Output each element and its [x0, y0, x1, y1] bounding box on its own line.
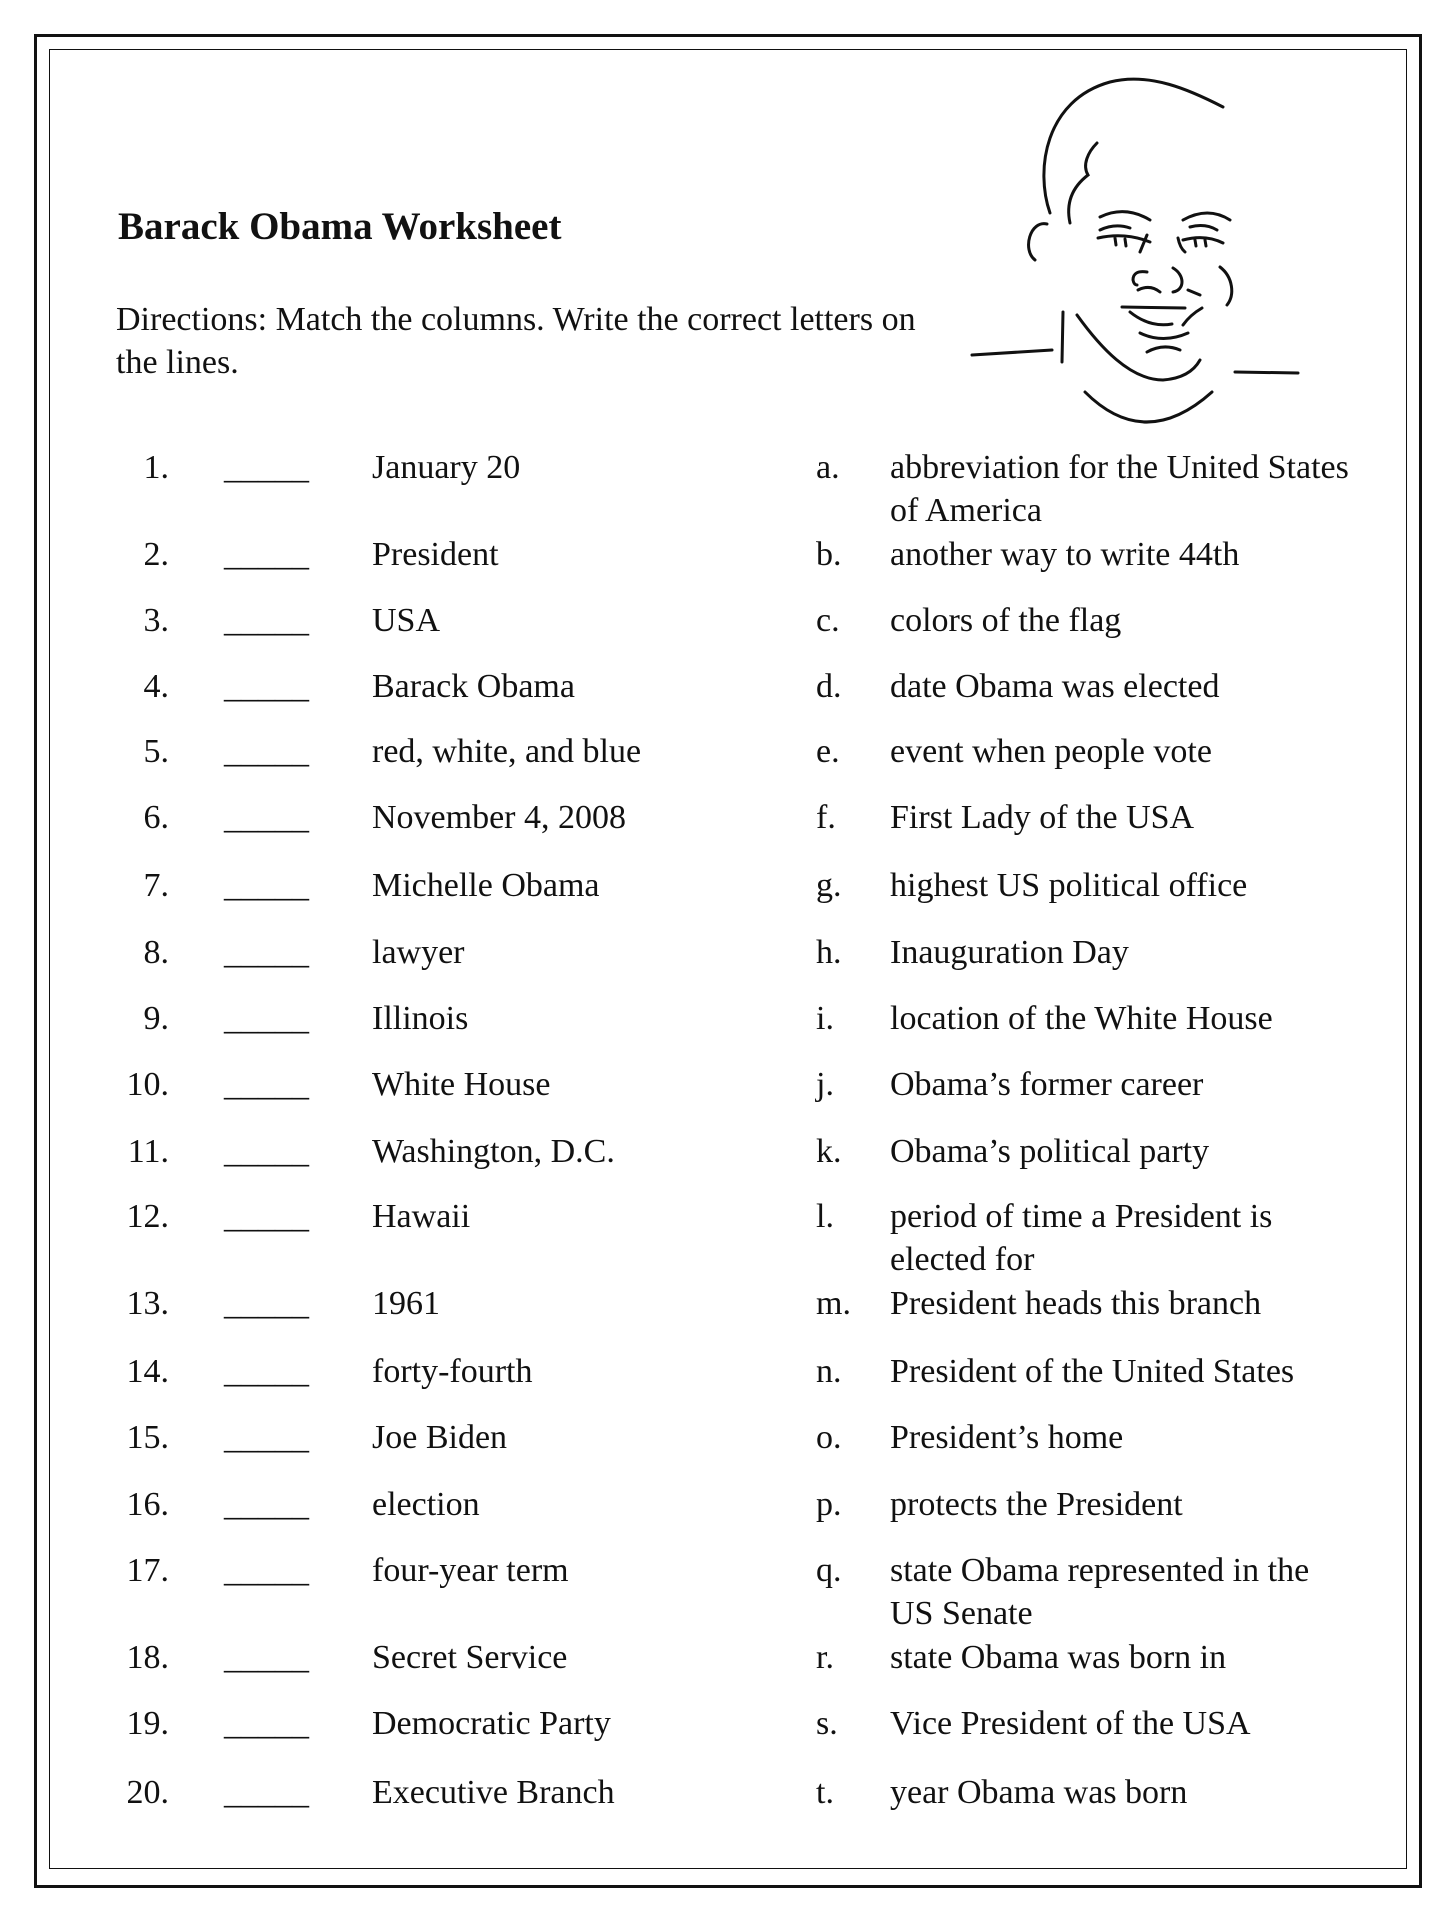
item-number: 17.	[126, 1552, 169, 1589]
head-outline	[1044, 79, 1223, 213]
answer-blank[interactable]: _____	[224, 867, 309, 904]
answer-blank[interactable]: _____	[224, 1552, 309, 1589]
answer-blank[interactable]: _____	[224, 1639, 309, 1676]
chin	[1140, 333, 1188, 352]
answer-blank[interactable]: _____	[224, 1705, 309, 1742]
definition-letter: s.	[816, 1705, 838, 1742]
definition-text: Obama’s political party	[890, 1133, 1210, 1170]
item-number: 2.	[143, 536, 169, 573]
worksheet-title: Barack Obama Worksheet	[118, 205, 562, 248]
definition-letter: r.	[816, 1639, 834, 1676]
definition-text: protects the President	[890, 1486, 1183, 1523]
right-eye	[1178, 226, 1223, 252]
definition-text: Obama’s former career	[890, 1066, 1204, 1103]
definition-letter: d.	[816, 668, 842, 705]
term: lawyer	[372, 934, 465, 971]
definition-text: highest US political office	[890, 867, 1248, 904]
answer-blank[interactable]: _____	[224, 799, 309, 836]
term: January 20	[372, 449, 521, 486]
term: USA	[372, 602, 441, 639]
definition-text: state Obama was born in	[890, 1639, 1227, 1676]
term: President	[372, 536, 499, 573]
item-number: 18.	[126, 1639, 169, 1676]
shoulder-left	[972, 350, 1052, 355]
definition-letter: i.	[816, 1000, 834, 1037]
definition-letter: g.	[816, 867, 842, 904]
definition-text: President’s home	[890, 1419, 1124, 1456]
term: Hawaii	[372, 1198, 471, 1235]
definition-letter: q.	[816, 1552, 842, 1589]
term: Illinois	[372, 1000, 469, 1037]
definition-text: location of the White House	[890, 1000, 1273, 1037]
match-row	[0, 1771, 1456, 1815]
item-number: 3.	[143, 602, 169, 639]
definition-letter: f.	[816, 799, 836, 836]
definition-letter: n.	[816, 1353, 842, 1390]
definition-letter: h.	[816, 934, 842, 971]
match-row	[0, 931, 1456, 975]
definition-text: date Obama was elected	[890, 668, 1220, 705]
term: Secret Service	[372, 1639, 568, 1676]
match-row	[0, 1130, 1456, 1174]
match-row	[0, 1549, 1456, 1632]
answer-blank[interactable]: _____	[224, 1285, 309, 1322]
shoulder-right	[1235, 372, 1298, 373]
match-row	[0, 1636, 1456, 1680]
term: Michelle Obama	[372, 867, 600, 904]
match-row	[0, 1063, 1456, 1107]
definition-text: another way to write 44th	[890, 536, 1240, 573]
definition-text: colors of the flag	[890, 602, 1122, 639]
neck	[1062, 312, 1063, 362]
answer-blank[interactable]: _____	[224, 1419, 309, 1456]
term: Executive Branch	[372, 1774, 615, 1811]
item-number: 13.	[126, 1285, 169, 1322]
match-row	[0, 1483, 1456, 1527]
item-number: 15.	[126, 1419, 169, 1456]
ear	[1029, 224, 1047, 260]
answer-blank[interactable]: _____	[224, 536, 309, 573]
definition-text: Vice President of the USA	[890, 1705, 1251, 1742]
answer-blank[interactable]: _____	[224, 1486, 309, 1523]
item-number: 11.	[127, 1133, 169, 1170]
item-number: 19.	[126, 1705, 169, 1742]
definition-text: abbreviation for the United States of America	[890, 449, 1349, 529]
mouth	[1122, 307, 1202, 325]
match-row	[0, 1282, 1456, 1326]
answer-blank[interactable]: _____	[224, 733, 309, 770]
match-row	[0, 1702, 1456, 1746]
term: forty-fourth	[372, 1353, 533, 1390]
item-number: 5.	[143, 733, 169, 770]
answer-blank[interactable]: _____	[224, 934, 309, 971]
match-row	[0, 533, 1456, 577]
definition-letter: k.	[816, 1133, 842, 1170]
item-number: 7.	[143, 867, 169, 904]
match-row	[0, 796, 1456, 840]
item-number: 12.	[126, 1198, 169, 1235]
answer-blank[interactable]: _____	[224, 1000, 309, 1037]
definition-text: First Lady of the USA	[890, 799, 1195, 836]
term: four-year term	[372, 1552, 569, 1589]
cheek	[1220, 267, 1232, 305]
item-number: 1.	[143, 449, 169, 486]
definition-letter: b.	[816, 536, 842, 573]
right-brow	[1183, 213, 1230, 220]
left-eye	[1098, 226, 1150, 252]
match-row	[0, 864, 1456, 908]
match-row	[0, 1350, 1456, 1394]
answer-blank[interactable]: _____	[224, 1353, 309, 1390]
definition-letter: c.	[816, 602, 840, 639]
match-row	[0, 997, 1456, 1041]
definition-text: President heads this branch	[890, 1285, 1262, 1322]
item-number: 14.	[126, 1353, 169, 1390]
term: November 4, 2008	[372, 799, 627, 836]
answer-blank[interactable]: _____	[224, 1774, 309, 1811]
match-row	[0, 446, 1456, 529]
obama-face-illustration	[950, 60, 1350, 440]
left-brow	[1100, 212, 1150, 220]
answer-blank[interactable]: _____	[224, 668, 309, 705]
term: Joe Biden	[372, 1419, 508, 1456]
term: 1961	[372, 1285, 440, 1322]
item-number: 8.	[143, 934, 169, 971]
definition-text: President of the United States	[890, 1353, 1295, 1390]
item-number: 10.	[126, 1066, 169, 1103]
definition-text: Inauguration Day	[890, 934, 1129, 971]
definition-letter: t.	[816, 1774, 834, 1811]
directions: Directions: Match the columns. Write the correct letters on the lines.	[116, 301, 916, 381]
definition-letter: m.	[816, 1285, 851, 1322]
nose	[1133, 268, 1200, 295]
definition-letter: p.	[816, 1486, 842, 1523]
answer-blank[interactable]: _____	[224, 602, 309, 639]
answer-blank[interactable]: _____	[224, 449, 309, 486]
term: Barack Obama	[372, 668, 575, 705]
item-number: 9.	[143, 1000, 169, 1037]
definition-letter: j.	[816, 1066, 834, 1103]
item-number: 6.	[143, 799, 169, 836]
term: White House	[372, 1066, 551, 1103]
answer-blank[interactable]: _____	[224, 1133, 309, 1170]
item-number: 4.	[143, 668, 169, 705]
match-row	[0, 599, 1456, 643]
definition-text: event when people vote	[890, 733, 1212, 770]
term: Democratic Party	[372, 1705, 611, 1742]
match-row	[0, 1416, 1456, 1460]
definition-letter: a.	[816, 449, 840, 486]
answer-blank[interactable]: _____	[224, 1198, 309, 1235]
answer-blank[interactable]: _____	[224, 1066, 309, 1103]
hairline	[1069, 143, 1097, 223]
match-row	[0, 730, 1456, 774]
definition-letter: e.	[816, 733, 840, 770]
definition-letter: l.	[816, 1198, 834, 1235]
term: red, white, and blue	[372, 733, 642, 770]
definition-text: period of time a President is elected for	[890, 1198, 1273, 1278]
match-row	[0, 1195, 1456, 1278]
term: election	[372, 1486, 480, 1523]
term: Washington, D.C.	[372, 1133, 615, 1170]
definition-text: state Obama represented in the US Senate	[890, 1552, 1310, 1632]
match-row	[0, 665, 1456, 709]
item-number: 16.	[126, 1486, 169, 1523]
collar	[1085, 392, 1212, 422]
definition-text: year Obama was born	[890, 1774, 1188, 1811]
definition-letter: o.	[816, 1419, 842, 1456]
item-number: 20.	[126, 1774, 169, 1811]
